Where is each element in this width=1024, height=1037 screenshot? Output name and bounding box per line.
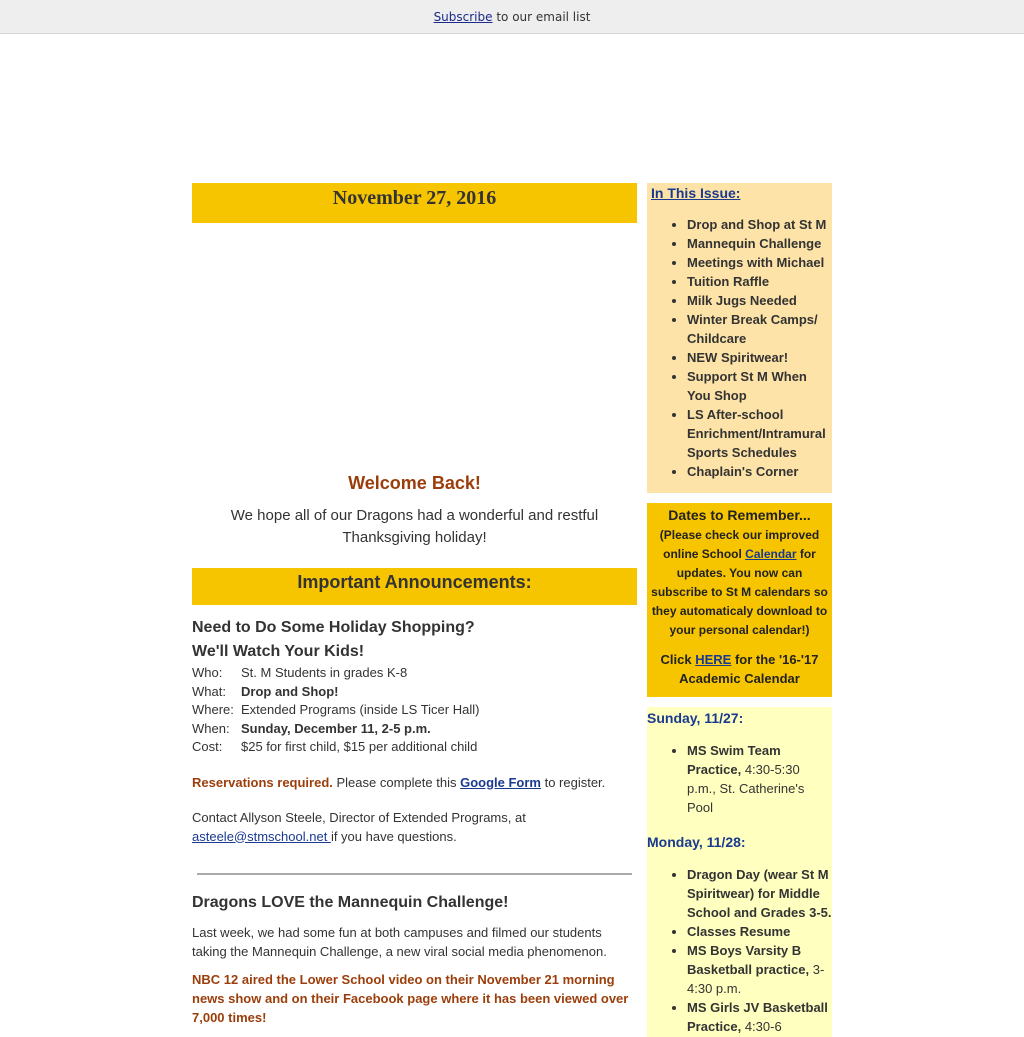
dates-text	[647, 526, 832, 640]
detail-value: Extended Programs (inside LS Ticer Hall)	[241, 702, 480, 717]
event-name: Classes Resume	[687, 924, 791, 939]
sidebar	[647, 183, 832, 1037]
detail-row	[192, 738, 637, 757]
detail-value: St. M Students in grades K-8	[241, 665, 408, 680]
detail-label: Where:	[192, 702, 234, 717]
reservations-after: to register.	[540, 774, 606, 790]
shopping-title: Need to Do Some Holiday Shopping?	[192, 619, 475, 636]
dates-click-after: for the '16-'17 Academic Calendar	[679, 652, 819, 686]
subscribe-link[interactable]: Subscribe	[433, 10, 493, 24]
event-name: MS Boys Varsity B Basketball practice,	[687, 943, 810, 977]
dates-text-after: for updates. You now can subscribe to St M calendars so they automaticaly download to your personal calendar!)	[651, 547, 828, 637]
subscribe-bar	[0, 0, 1024, 34]
issue-item: • Meetings with Michael	[687, 253, 832, 272]
event-name: MS Swim Team Practice,	[687, 743, 781, 777]
mannequin-text: Last week, we had some fun at both campuses and filmed our students taking the Mannequin Challenge, a new viral social media phenomenon.	[192, 925, 607, 959]
event-details: 4:30-6	[741, 1019, 782, 1034]
detail-value: $25 for first child, $15 per additional child	[241, 739, 478, 754]
event-name: Dragon Day (wear St M Spiritwear) for Middle School and Grades 3-5.	[687, 867, 832, 920]
detail-label: Cost:	[192, 739, 223, 754]
contact-body: Contact Allyson Steele, Director of Extended Programs, at	[192, 810, 526, 825]
dates-to-remember-box	[647, 503, 832, 697]
event-item	[687, 865, 832, 922]
contact-text	[192, 809, 637, 846]
issue-item: • NEW Spiritwear!	[687, 348, 832, 367]
reservations-body: Please complete this	[332, 774, 461, 790]
day-event-list	[647, 741, 832, 817]
calendar-box	[647, 707, 832, 1037]
date-banner: November 27, 2016	[192, 183, 637, 223]
subscribe-text: to our email list	[492, 10, 591, 24]
google-form-link[interactable]: Google Form	[460, 774, 541, 790]
issue-item: • Support St M When You Shop	[687, 367, 832, 405]
event-details: 4:30-5:30 p.m., St. Catherine's Pool	[687, 762, 805, 815]
issue-item: • Milk Jugs Needed	[687, 291, 832, 310]
issue-item: • Drop and Shop at St M	[687, 215, 832, 234]
announcements-banner: Important Announcements:	[192, 568, 637, 605]
issue-item: • Tuition Raffle	[687, 272, 832, 291]
issue-item: • Chaplain's Corner	[687, 462, 832, 481]
event-item	[687, 741, 832, 817]
detail-label: What:	[192, 683, 226, 699]
dates-text-before: (Please check our improved online School	[659, 528, 820, 561]
contact-after: if you have questions.	[330, 828, 457, 844]
event-name: MS Girls JV Basketball Practice,	[687, 1000, 828, 1034]
event-details: 3-4:30 p.m.	[687, 962, 825, 996]
mannequin-section	[192, 891, 637, 1027]
issue-item: • Winter Break Camps/ Childcare	[687, 310, 832, 348]
issue-item: • LS After-school Enrichment/Intramural Sports Schedules	[687, 405, 832, 462]
detail-row	[192, 664, 637, 683]
event-item	[687, 941, 832, 998]
main-column	[192, 183, 637, 1027]
detail-label: Who:	[192, 665, 223, 680]
here-link[interactable]: HERE	[695, 652, 732, 667]
section-divider	[197, 873, 632, 875]
day-title: Sunday, 11/27:	[647, 710, 744, 726]
in-this-issue-box	[647, 183, 832, 493]
details-list	[192, 664, 637, 757]
event-item	[687, 922, 832, 941]
drop-and-shop-section	[192, 616, 637, 846]
welcome-title: Welcome Back!	[348, 473, 481, 493]
welcome-text: We hope all of our Dragons had a wonderful and restful Thanksgiving holiday!	[230, 507, 599, 546]
day-title: Monday, 11/28:	[647, 834, 746, 850]
detail-row	[192, 720, 637, 739]
detail-row	[192, 683, 637, 702]
dates-title: Dates to Remember...	[668, 507, 811, 523]
detail-label: When:	[192, 720, 230, 736]
reservations-text	[192, 774, 637, 793]
contact-email-link[interactable]: asteele@stmschool.net	[192, 828, 331, 844]
detail-value: Sunday, December 11, 2-5 p.m.	[241, 720, 431, 736]
shopping-subtitle: We'll Watch Your Kids!	[192, 643, 365, 660]
mannequin-title: Dragons LOVE the Mannequin Challenge!	[192, 894, 509, 911]
academic-calendar-line	[647, 650, 832, 688]
mannequin-accent: NBC 12 aired the Lower School video on their November 21 morning news show and on their Facebook page where it has been viewed over 7,000 times!	[192, 972, 629, 1025]
dates-click: Click	[660, 652, 696, 667]
reservations-accent: Reservations required.	[192, 774, 333, 790]
issue-list	[647, 215, 832, 481]
issue-item: • Mannequin Challenge	[687, 234, 832, 253]
event-item	[687, 998, 832, 1036]
issue-title[interactable]: In This Issue:	[651, 185, 741, 201]
detail-row	[192, 701, 637, 720]
day-event-list	[647, 865, 832, 1036]
calendar-link[interactable]: Calendar	[745, 547, 797, 561]
hero-image-area	[192, 223, 637, 471]
detail-value: Drop and Shop!	[241, 683, 339, 699]
